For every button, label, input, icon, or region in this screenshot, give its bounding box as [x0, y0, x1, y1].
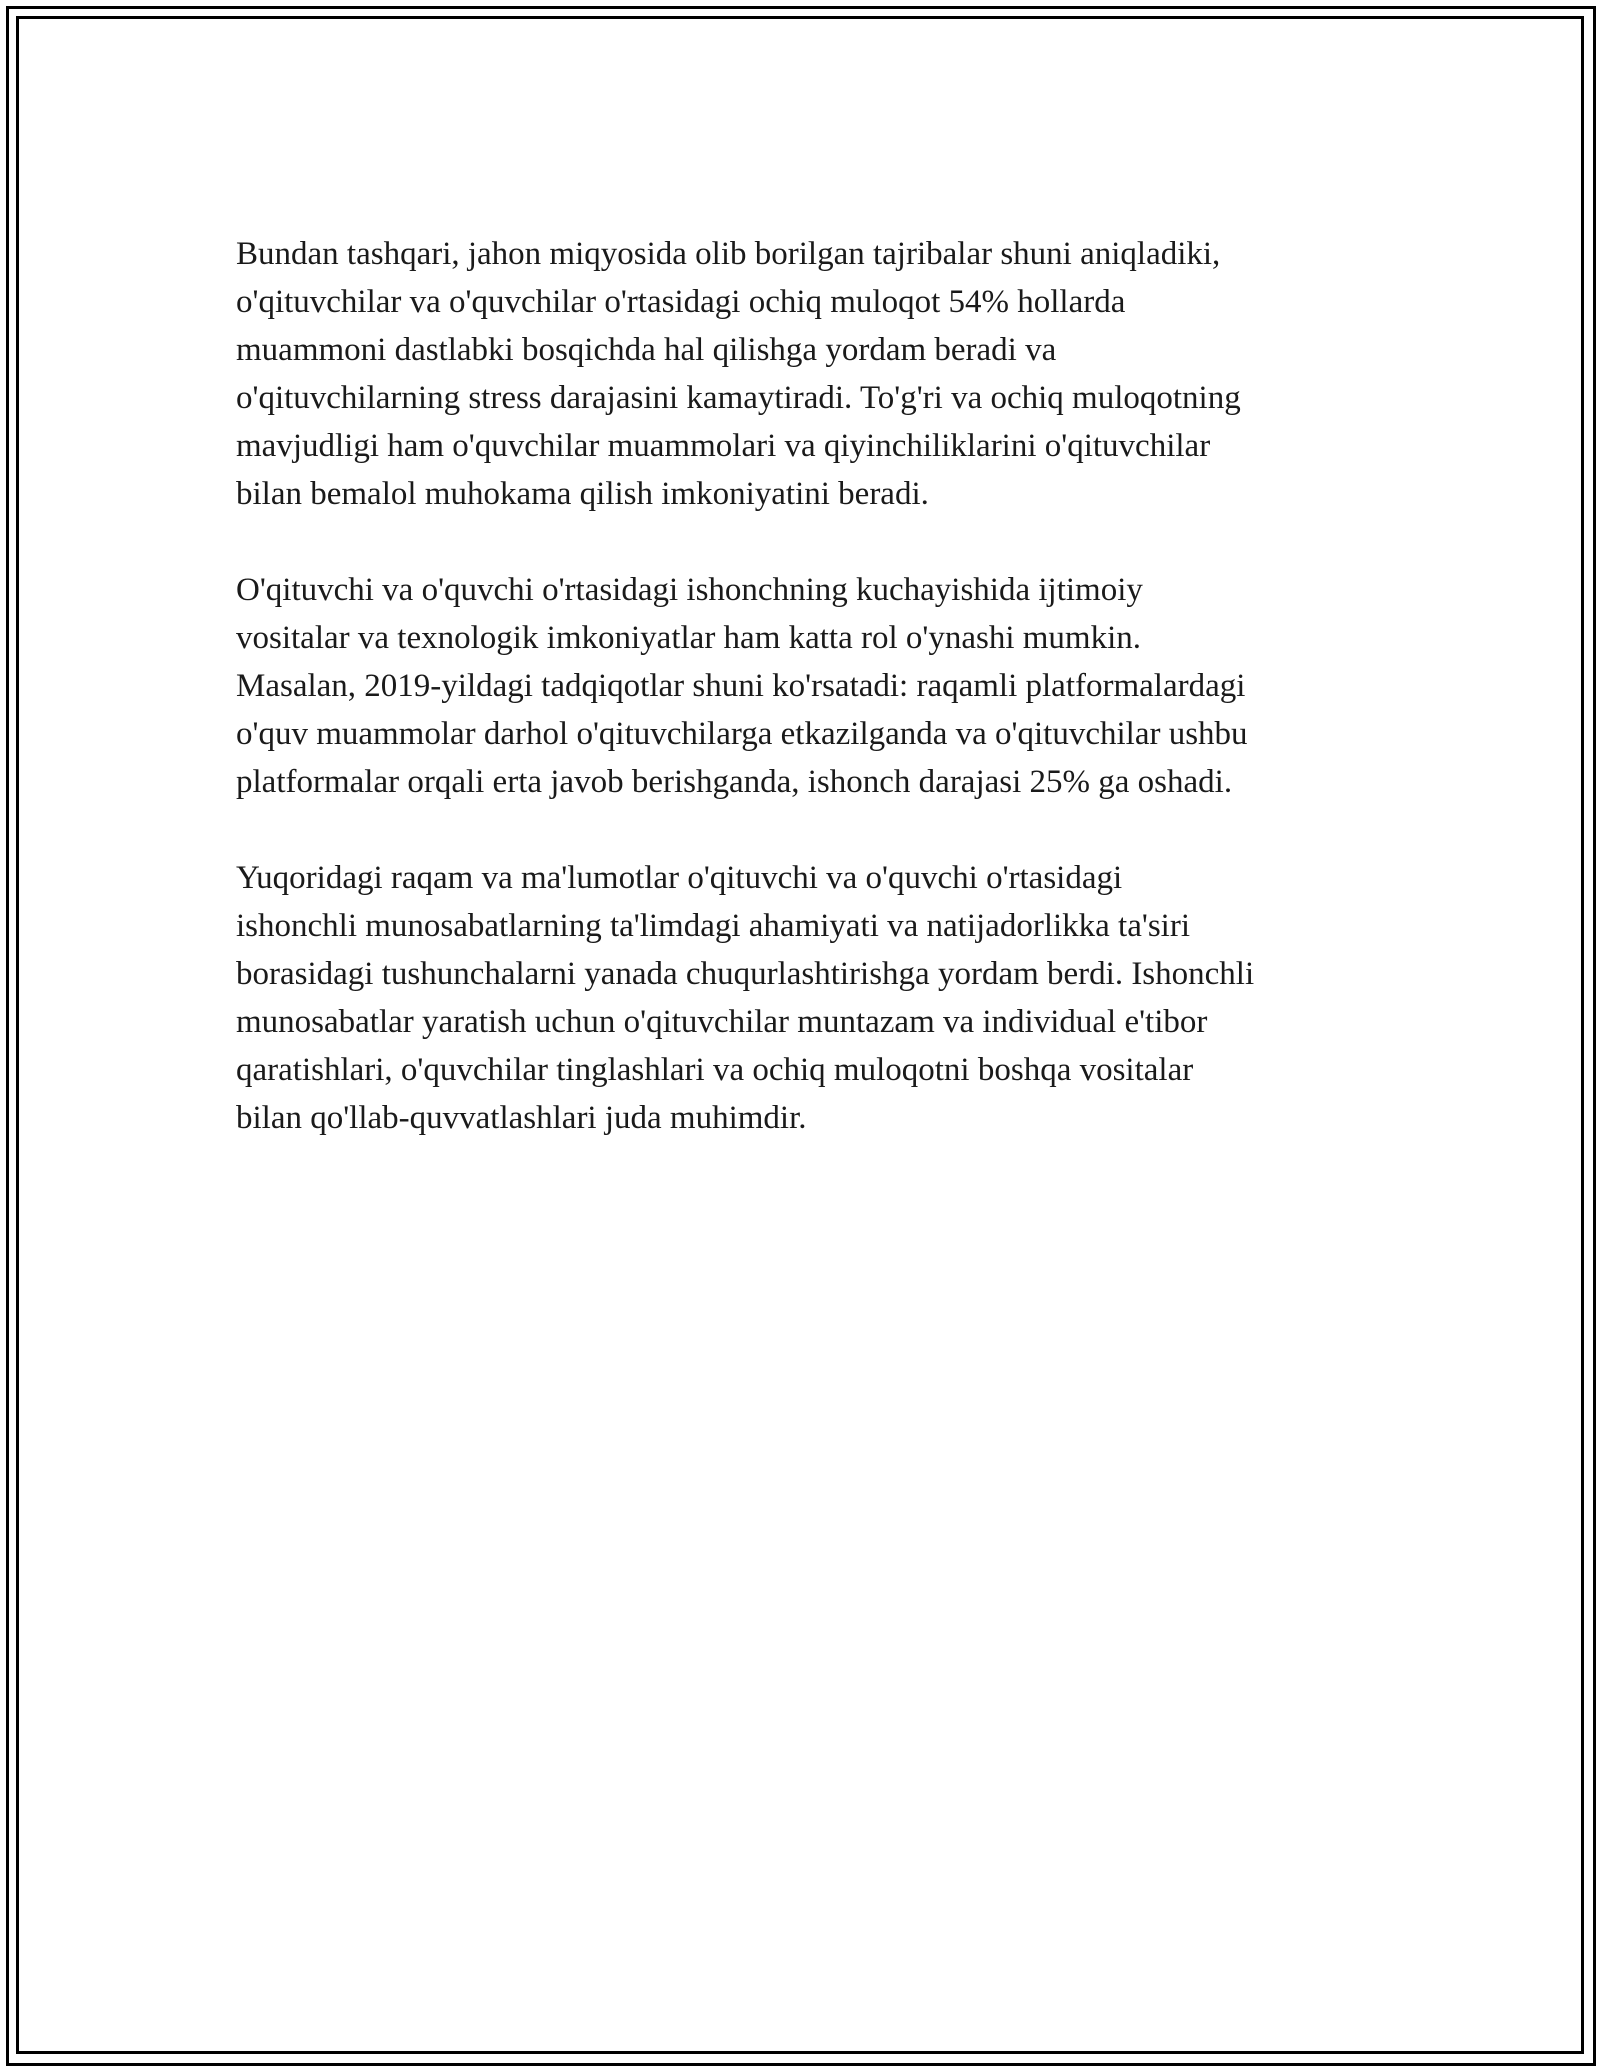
paragraph-1: Bundan tashqari, jahon miqyosida olib borilgan tajribalar shuni aniqladiki, o'qituvchilar va o'quvchilar o'rtasidagi ochiq muloqot 54% hollarda muammoni dastlabki bosqichda hal qilishga yordam beradi va o'qituvchilarning stress darajasini kamaytiradi. To'g'ri va ochiq muloqotning mavjudligi ham o'quvchilar muammolari va qiyinchiliklarini o'qituvchilar bilan bemalol muhokama qilish imkoniyatini beradi. — [236, 236, 1241, 512]
paragraph-3: Yuqoridagi raqam va ma'lumotlar o'qituvchi va o'quvchi o'rtasidagi ishonchli munosabatlarning ta'limdagi ahamiyati va natijadorlikka ta'siri borasidagi tushunchalarni yanada chuqurlashtirishga yordam berdi. Ishonchli munosabatlar yaratish uchun o'qituvchilar muntazam va individual e'tibor qaratishlari, o'quvchilar tinglashlari va ochiq muloqotni boshqa vositalar bilan qo'llab-quvvatlashlari juda muhimdir. — [236, 860, 1255, 1136]
document-body — [236, 230, 1396, 1190]
paragraph-2: O'qituvchi va o'quvchi o'rtasidagi ishonchning kuchayishida ijtimoiy vositalar va texnologik imkoniyatlar ham katta rol o'ynashi mumkin. Masalan, 2019-yildagi tadqiqotlar shuni ko'rsatadi: raqamli platformalardagi o'quv muammolar darhol o'qituvchilarga etkazilganda va o'qituvchilar ushbu platformalar orqali erta javob berishganda, ishonch darajasi 25% ga oshadi. — [236, 572, 1248, 800]
